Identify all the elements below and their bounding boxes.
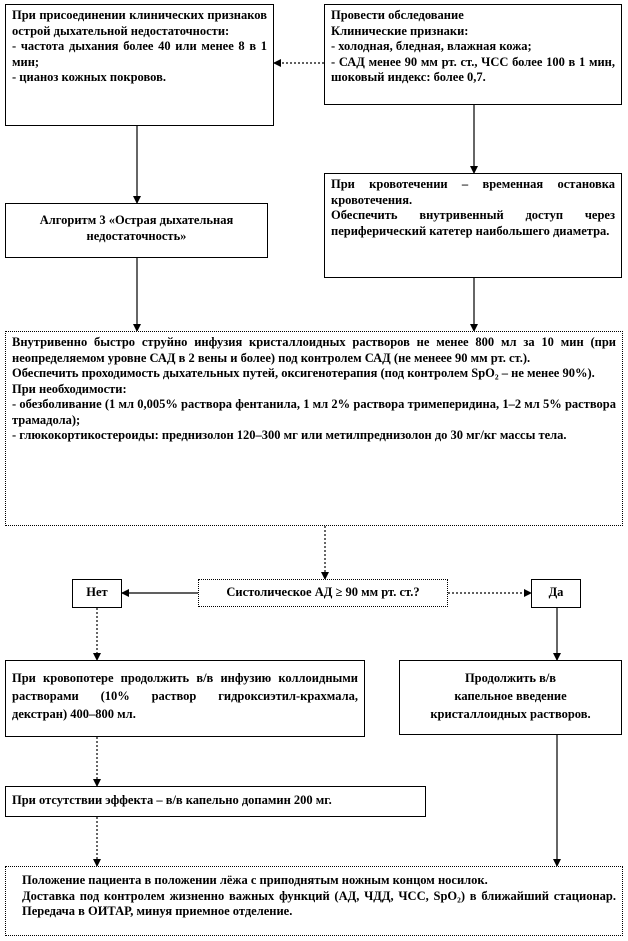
box-infusion-line-1: Внутривенно быстро струйно инфузия кристаллоидных растворов не менее 800 мл за 10 мин (при неопределяемом уровне САД в 2 вены и более) под контролем САД (не менеее 90 мм рт. ст.). [12,335,616,365]
box-bleeding-line-2: Обеспечить внутривенный доступ через периферический катетер наибольшего диаметра. [331,208,615,238]
box-continue-crystalloid [399,660,622,735]
box-transport [5,866,623,936]
decision-yes [531,579,581,608]
box-examination [324,4,622,105]
box-examination-line-2: Клинические признаки: [331,23,469,38]
decision-systolic-bp [198,579,448,607]
box-examination-line-3: - холодная, бледная, влажная кожа; [331,39,532,53]
box-transport-line-1: Положение пациента в положении лёжа с приподнятым ножным концом носилок. [22,873,488,887]
box-infusion-line-3: При необходимости: [12,381,127,396]
box-transport-line-2: Доставка под контролем жизненно важных функций (АД, ЧДД, ЧСС, SpO₂) в ближайший стационар. Передача в ОИТАР, минуя приемное отделение. [22,888,616,918]
box-bleeding-line-1: При кровотечении – временная остановка кровотечения. [331,177,615,207]
box-bleeding [324,173,622,278]
box-algorithm-3-text: Алгоритм 3 «Острая дыхательная недостаточность» [39,213,234,243]
box-colloid-infusion [5,660,365,737]
box-algorithm-3 [5,203,268,258]
box-dopamine-text: При отсутствии эффекта – в/в капельно допамин 200 мг. [12,793,332,807]
box-colloid-text: При кровопотере продолжить в/в инфузию коллоидными растворами (10% раствор гидроксиэтил-крахмала, декстран) 400–800 мл. [12,671,358,721]
box-examination-line-4: - САД менее 90 мм рт. ст., ЧСС более 100 в 1 мин, шоковый индекс: более 0,7. [331,54,615,84]
box-crystalloid-infusion [5,331,623,526]
box-continue-line-2: капельное введение [454,689,567,703]
box-infusion-line-2: Обеспечить проходимость дыхательных путей, оксигенотерапия (под контролем SpO₂ – не менее 90%). [12,366,595,380]
box-continue-line-3: кристаллоидных растворов. [430,707,591,721]
box-respiratory-signs-line-1: При присоединении клинических признаков острой дыхательной недостаточности: [12,8,267,38]
box-respiratory-signs-line-3: - цианоз кожных покровов. [12,70,166,84]
decision-question: Систолическое АД ≥ 90 мм рт. ст.? [226,585,420,599]
decision-yes-label: Да [548,585,564,599]
box-examination-line-1: Провести обследование [331,8,464,22]
decision-no-label: Нет [86,585,108,599]
box-continue-line-1: Продолжить в/в [464,671,557,685]
box-infusion-line-5: - глюкокортикостероиды: преднизолон 120–300 мг или метилпреднизолон до 30 мг/кг массы тела. [12,428,567,442]
box-infusion-line-4: - обезболивание (1 мл 0,005% раствора фентанила, 1 мл 2% раствора тримеперидина, 1–2 мл 5% раствора трамадола); [12,397,616,427]
box-respiratory-signs-line-2: - частота дыхания более 40 или менее 8 в 1 мин; [12,39,267,69]
box-dopamine [5,786,426,817]
box-respiratory-signs [5,4,274,126]
decision-no [72,579,122,608]
